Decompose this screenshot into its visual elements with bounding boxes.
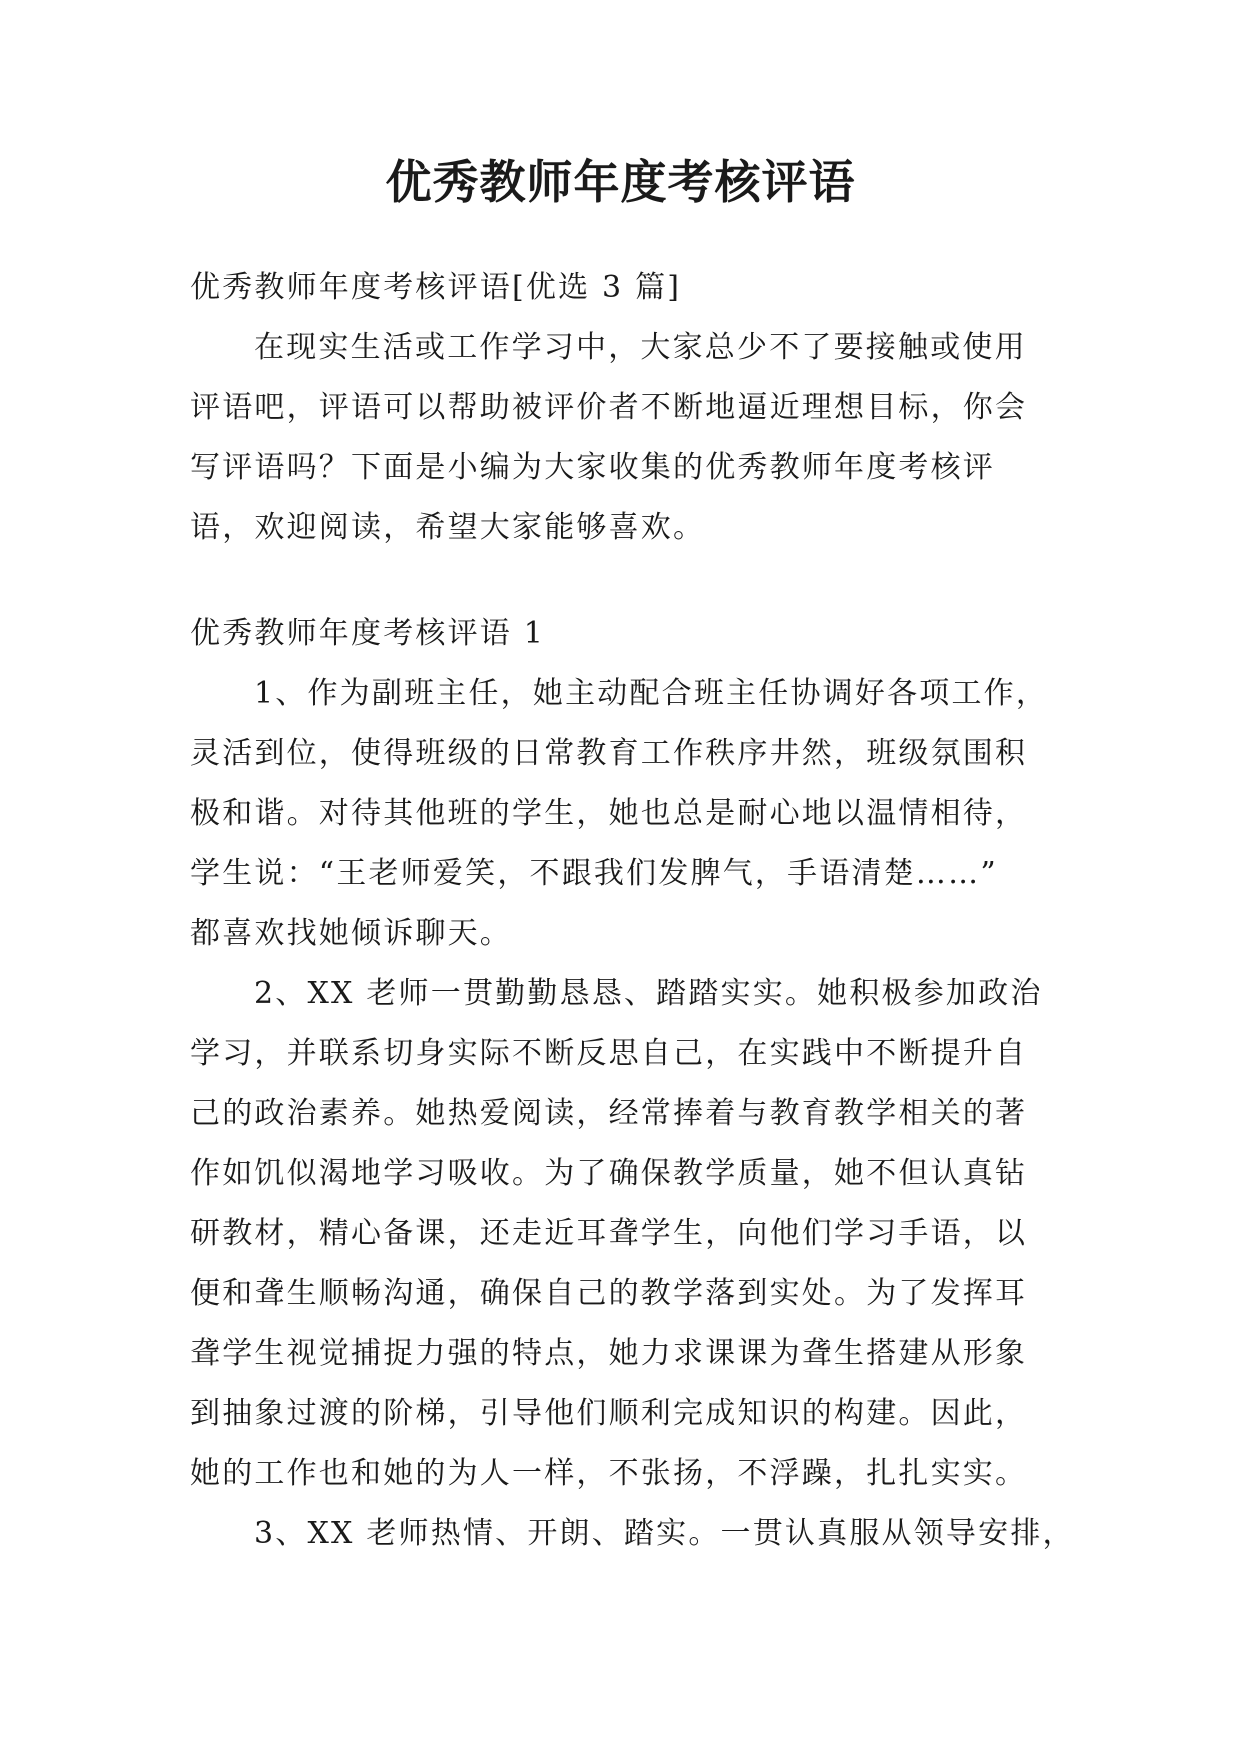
paragraph-line: 聋学生视觉捕捉力强的特点，她力求课课为聋生搭建从形象 — [190, 1336, 1028, 1371]
paragraph-line: 她的工作也和她的为人一样，不张扬，不浮躁，扎扎实实。 — [190, 1456, 1028, 1491]
document-title: 优秀教师年度考核评语 — [385, 155, 856, 209]
paragraph-line: 2、XX 老师一贯勤勤恳恳、踏踏实实。她积极参加政治 — [254, 976, 1043, 1011]
item-1-paragraph — [190, 664, 1055, 964]
document-body — [190, 258, 1075, 1564]
intro-paragraph — [190, 318, 1055, 558]
paragraph-line: 1、作为副班主任，她主动配合班主任协调好各项工作， — [254, 676, 1049, 711]
paragraph-line: 学习，并联系切身实际不断反思自己，在实践中不断提升自 — [190, 1036, 1028, 1071]
paragraph-line: 写评语吗？下面是小编为大家收集的优秀教师年度考核评 — [190, 450, 995, 485]
paragraph-line: 到抽象过渡的阶梯，引导他们顺利完成知识的构建。因此， — [190, 1396, 1028, 1431]
paragraph-line: 在现实生活或工作学习中，大家总少不了要接触或使用 — [254, 330, 1027, 365]
section-heading: 优秀教师年度考核评语 1 — [190, 616, 546, 651]
paragraph-line: 己的政治素养。她热爱阅读，经常捧着与教育教学相关的著 — [190, 1096, 1028, 1131]
paragraph-line: 3、XX 老师热情、开朗、踏实。一贯认真服从领导安排， — [254, 1516, 1075, 1551]
subtitle-line: 优秀教师年度考核评语[优选 3 篇] — [190, 270, 682, 305]
item-2-paragraph — [190, 964, 1055, 1504]
paragraph-line: 语，欢迎阅读，希望大家能够喜欢。 — [190, 510, 706, 545]
paragraph-line: 学生说：“王老师爱笑，不跟我们发脾气，手语清楚……” — [190, 856, 998, 891]
paragraph-line: 便和聋生顺畅沟通，确保自己的教学落到实处。为了发挥耳 — [190, 1276, 1028, 1311]
paragraph-line: 都喜欢找她倾诉聊天。 — [190, 916, 512, 951]
paragraph-line: 作如饥似渴地学习吸收。为了确保教学质量，她不但认真钻 — [190, 1156, 1028, 1191]
paragraph-gap — [190, 558, 1055, 604]
paragraph-line: 评语吧，评语可以帮助被评价者不断地逼近理想目标，你会 — [190, 390, 1028, 425]
paragraph-line: 灵活到位，使得班级的日常教育工作秩序井然，班级氛围积 — [190, 736, 1028, 771]
item-3-paragraph — [190, 1504, 1075, 1564]
paragraph-line: 研教材，精心备课，还走近耳聋学生，向他们学习手语，以 — [190, 1216, 1028, 1251]
paragraph-line: 极和谐。对待其他班的学生，她也总是耐心地以温情相待， — [190, 796, 1028, 831]
